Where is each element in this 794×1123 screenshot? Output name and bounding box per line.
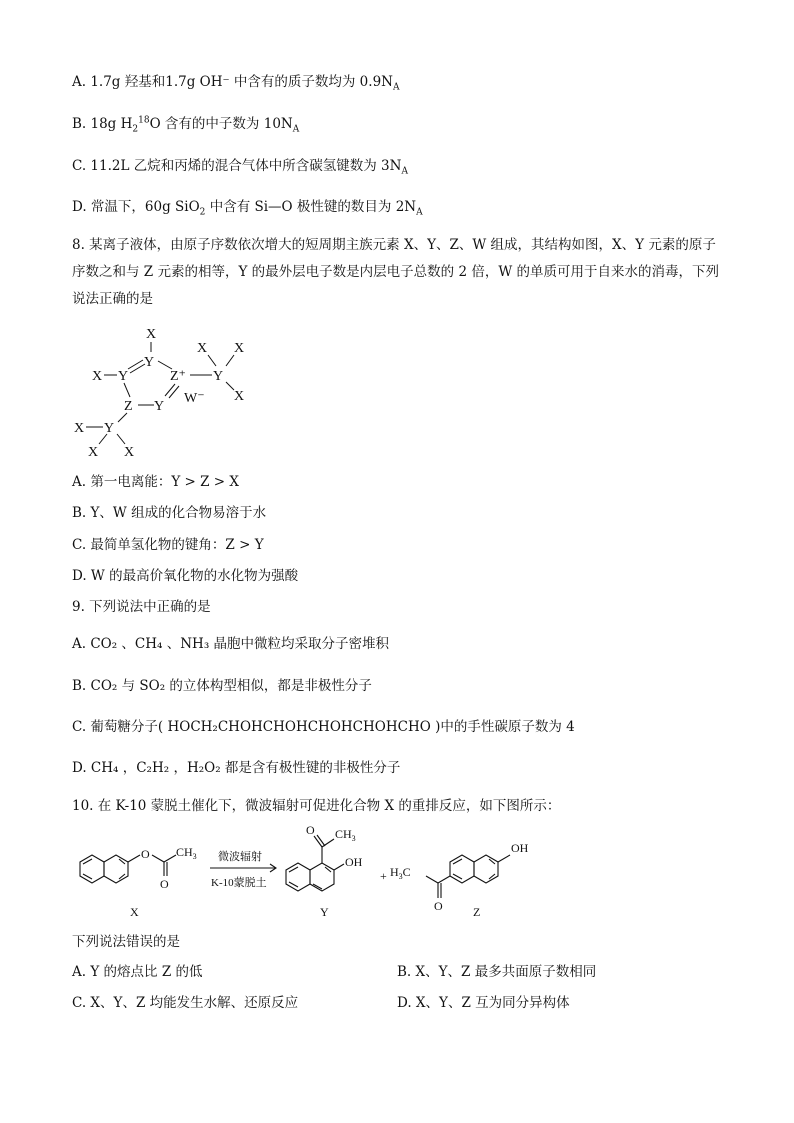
q8-structure-diagram bbox=[72, 322, 272, 462]
arrow-condition-bottom: K-10蒙脱土 bbox=[211, 877, 267, 889]
q10-option-b: B. X、Y、Z 最多共面原子数相同 bbox=[397, 964, 597, 980]
q10-question: 下列说法错误的是 bbox=[72, 934, 180, 950]
q9-option-c: C. 葡萄糖分子( HOCH₂CHOHCHOHCHOHCHOHCHO )中的手性碳原子数为 4 bbox=[72, 719, 575, 735]
q8-option-b: B. Y、W 组成的化合物易溶于水 bbox=[72, 505, 267, 521]
q10-reaction-scheme bbox=[68, 818, 628, 922]
x-ester-o: O bbox=[141, 847, 150, 861]
y-oh: OH bbox=[345, 855, 363, 869]
x-carbonyl-o: O bbox=[160, 877, 169, 891]
struct-x-bl3: X bbox=[124, 445, 135, 460]
struct-x-r1: X bbox=[197, 341, 208, 356]
struct-x-r2: X bbox=[234, 341, 245, 356]
q8-option-d: D. W 的最高价氧化物的水化物为强酸 bbox=[72, 568, 299, 584]
label-x: X bbox=[130, 905, 139, 919]
arrow-condition-top: 微波辐射 bbox=[218, 851, 262, 863]
struct-x-bl1: X bbox=[74, 421, 85, 436]
struct-z-bottom: Z bbox=[124, 399, 133, 414]
struct-x-top: X bbox=[146, 327, 157, 342]
label-y: Y bbox=[320, 905, 329, 919]
q10-option-a: A. Y 的熔点比 Z 的低 bbox=[72, 964, 203, 980]
q9-option-d: D. CH₄ ，C₂H₂ ，H₂O₂ 都是含有极性键的非极性分子 bbox=[72, 760, 401, 776]
struct-z-plus: Z⁺ bbox=[170, 369, 186, 384]
label-z: Z bbox=[473, 905, 481, 919]
z-carbonyl-o: O bbox=[434, 899, 443, 913]
struct-y-right: Y bbox=[213, 369, 224, 384]
struct-y-top: Y bbox=[144, 355, 155, 370]
q9-option-a: A. CO₂ 、CH₄ 、NH₃ 晶胞中微粒均采取分子密堆积 bbox=[72, 636, 390, 652]
q7-option-d: D. 常温下，60g SiO$_2$ 中含有 Si—O 极性键的数目为 $2N_A$ bbox=[72, 199, 423, 218]
q7-option-c: C. 11.2L 乙烷和丙烯的混合气体中所含碳氢键数为 $3N_A$ bbox=[72, 158, 408, 177]
struct-y-left: Y bbox=[118, 369, 129, 384]
struct-w-anion: W⁻ bbox=[184, 391, 205, 406]
q10-stem: 10. 在 K-10 蒙脱土催化下，微波辐射可促进化合物 X 的重排反应，如下图所示： bbox=[72, 798, 561, 814]
svg-text:CH3: $CH_3$ bbox=[335, 827, 356, 843]
struct-y-bottom: Y bbox=[154, 399, 165, 414]
q7-option-b: B. 18g $H_2^{18}O$ 含有的中子数为 $10N_A$ bbox=[72, 115, 300, 135]
svg-text:H3C: $H_3C$ bbox=[390, 865, 411, 881]
q10-option-c: C. X、Y、Z 均能发生水解、还原反应 bbox=[72, 995, 299, 1011]
q8-option-a: A. 第一电离能：Y > Z > X bbox=[72, 474, 240, 490]
q8-option-c: C. 最简单氢化物的键角：Z > Y bbox=[72, 537, 264, 553]
q9-stem: 9. 下列说法中正确的是 bbox=[72, 599, 211, 615]
q8-stem: 8. 某离子液体，由原子序数依次增大的短周期主族元素 X、Y、Z、W 组成，其结构如图，X、Y 元素的原子序数之和与 Z 元素的相等，Y 的最外层电子数是内层电子总数的 2 倍，W 的单质可用于自来水的消毒，下列说法正确的是 bbox=[72, 237, 720, 307]
struct-x-r3: X bbox=[234, 389, 245, 404]
q7-option-a: A. 1.7g 羟基和1.7g OH⁻ 中含有的质子数均为 $0.9N_A$ bbox=[72, 74, 400, 93]
struct-x-bl2: X bbox=[88, 445, 99, 460]
plus-sign: + bbox=[380, 869, 387, 883]
y-carbonyl-o: O bbox=[306, 823, 315, 837]
z-oh: OH bbox=[511, 841, 529, 855]
svg-text:CH3: $CH_3$ bbox=[176, 845, 197, 861]
q10-option-d: D. X、Y、Z 互为同分异构体 bbox=[397, 995, 570, 1011]
q9-option-b: B. CO₂ 与 SO₂ 的立体构型相似，都是非极性分子 bbox=[72, 678, 372, 694]
struct-y-bl: Y bbox=[104, 421, 115, 436]
struct-x-left: X bbox=[92, 369, 103, 384]
